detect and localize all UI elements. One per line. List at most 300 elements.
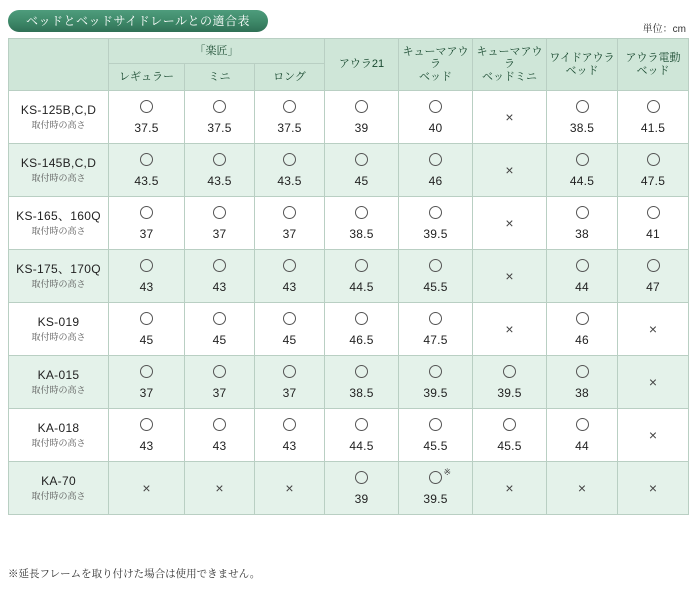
model-name: KA-70 [41,474,76,489]
table-cell [618,91,689,144]
cell-content [185,409,254,461]
table-cell [399,250,473,303]
cross-ng-icon: × [505,321,514,337]
circle-mark-wrapper [503,418,516,435]
circle-ok-icon [429,206,442,219]
circle-mark-wrapper [576,365,589,382]
cell-content [109,197,184,249]
cell-content [255,144,324,196]
circle-ok-icon [140,418,153,431]
cell-content [399,91,472,143]
cell-content [399,197,472,249]
cell-content [547,91,617,143]
circle-ok-icon [503,365,516,378]
circle-ok-icon [355,153,368,166]
circle-mark-wrapper [283,153,296,170]
cell-content [547,197,617,249]
table-row [9,250,689,303]
header-col-mini: ミニ [185,64,255,91]
cell-content [399,303,472,355]
circle-ok-icon [576,100,589,113]
header-col-aura21: アウラ21 [325,39,399,91]
circle-mark-wrapper [576,259,589,276]
mounted-height-label: 取付時の高さ [31,490,86,501]
circle-mark-wrapper [576,100,589,117]
cell-content [325,462,398,514]
cell-content [185,197,254,249]
table-cell [547,303,618,356]
table-cell [325,356,399,409]
table-cell [618,356,689,409]
circle-ok-icon [140,206,153,219]
header-col-aura-electric-bed-line1: アウラ電動 [625,51,681,64]
header-col-wide-aura-bed-line1: ワイドアウラ [549,51,615,64]
height-value: 39.5 [423,386,448,400]
circle-ok-icon [213,153,226,166]
circle-mark-wrapper [213,312,226,329]
cell-content [399,250,472,302]
circle-ok-icon [213,418,226,431]
cell-content [473,409,546,461]
model-name: KS-165、160Q [16,209,101,224]
height-value: 37 [212,227,227,241]
cell-content [618,144,688,196]
circle-ok-icon [576,259,589,272]
table-cell [399,462,473,515]
circle-mark-wrapper [140,100,153,117]
table-header [9,39,689,91]
cell-content [255,462,324,514]
height-value: 45 [354,174,369,188]
header-col-kuma-aura-bed-mini-line1: キューマアウラ [476,45,543,71]
row-header-model [9,356,109,409]
unit-note: 単位：cm [642,24,686,35]
circle-ok-icon [355,206,368,219]
height-value: 44.5 [569,174,595,188]
circle-ok-icon [140,259,153,272]
table-cell [473,250,547,303]
circle-ok-icon [283,365,296,378]
table-cell [399,303,473,356]
cell-content [325,409,398,461]
page-title: ベッドとベッドサイドレールとの適合表 [8,10,268,32]
circle-mark-wrapper [355,206,368,223]
circle-mark-wrapper [576,312,589,329]
cell-content [325,197,398,249]
cell-content [185,303,254,355]
cell-content [325,303,398,355]
circle-mark-wrapper [429,467,451,488]
cell-content [185,356,254,408]
height-value: 47.5 [423,333,448,347]
header-row-groups [9,39,689,64]
circle-mark-wrapper [429,312,442,329]
circle-ok-icon [647,206,660,219]
table-cell [109,462,185,515]
mounted-height-label: 取付時の高さ [31,331,86,342]
cross-ng-icon: × [142,480,151,496]
table-cell [618,250,689,303]
table-container [8,38,688,515]
table-cell [325,409,399,462]
height-value: 43.5 [277,174,302,188]
circle-ok-icon [140,153,153,166]
table-cell [547,144,618,197]
cell-content [399,144,472,196]
circle-ok-icon [355,100,368,113]
height-value: 43.5 [134,174,159,188]
circle-mark-wrapper [283,312,296,329]
circle-mark-wrapper [647,100,660,117]
height-value: 45 [139,333,154,347]
cell-content [547,356,617,408]
header-col-long: ロング [255,64,325,91]
circle-mark-wrapper [283,259,296,276]
table-row [9,197,689,250]
height-value: 37 [282,227,297,241]
circle-ok-icon [576,418,589,431]
header-col-aura-electric-bed [618,39,689,91]
cell-content [325,144,398,196]
height-value: 45.5 [423,439,448,453]
table-cell [399,356,473,409]
table-cell [618,197,689,250]
cell-content [618,91,688,143]
height-value: 43 [282,280,297,294]
circle-mark-wrapper [283,206,296,223]
circle-ok-icon [429,100,442,113]
cell-content [473,91,546,143]
height-value: 45.5 [423,280,448,294]
cross-ng-icon: × [505,162,514,178]
circle-mark-wrapper [213,259,226,276]
circle-ok-icon [355,471,368,484]
circle-mark-wrapper [213,100,226,117]
table-cell [547,197,618,250]
circle-ok-icon [647,153,660,166]
circle-mark-wrapper [647,259,660,276]
row-header-model [9,144,109,197]
table-cell [399,409,473,462]
circle-ok-icon [355,365,368,378]
circle-mark-wrapper [355,471,368,488]
cell-content [547,144,617,196]
cell-content [255,91,324,143]
height-value: 39 [354,492,369,506]
header-col-kuma-aura-bed-line1: キューマアウラ [402,45,469,71]
table-cell [185,144,255,197]
table-cell [399,144,473,197]
header-col-kuma-aura-bed [399,39,473,91]
circle-mark-wrapper [576,153,589,170]
table-cell [325,197,399,250]
table-cell [185,409,255,462]
circle-ok-icon [429,259,442,272]
table-cell [399,91,473,144]
table-cell [109,409,185,462]
table-cell [109,197,185,250]
cell-content [547,250,617,302]
circle-mark-wrapper [213,153,226,170]
height-value: 37 [139,386,154,400]
cross-ng-icon: × [505,480,514,496]
table-row [9,356,689,409]
cell-content [473,462,546,514]
table-cell [255,250,325,303]
table-cell [547,409,618,462]
height-value: 44.5 [349,439,374,453]
circle-ok-icon [576,206,589,219]
table-cell [325,144,399,197]
table-row [9,303,689,356]
table-row [9,91,689,144]
row-header-model [9,303,109,356]
circle-mark-wrapper [283,365,296,382]
height-value: 43 [212,439,227,453]
table-cell [255,462,325,515]
table-cell [618,303,689,356]
cell-content [473,197,546,249]
circle-mark-wrapper [429,153,442,170]
circle-ok-icon [213,365,226,378]
circle-mark-wrapper [213,365,226,382]
model-name: KA-015 [37,368,80,383]
circle-ok-icon [503,418,516,431]
cross-ng-icon: × [215,480,224,496]
row-header-model [9,409,109,462]
cell-content [325,91,398,143]
height-value: 41 [646,227,660,241]
circle-ok-icon [213,100,226,113]
circle-ok-icon [429,365,442,378]
cross-ng-icon: × [505,215,514,231]
model-name: KS-175、170Q [16,262,101,277]
circle-mark-wrapper [140,365,153,382]
table-cell [547,91,618,144]
cell-content [473,356,546,408]
circle-ok-icon [355,312,368,325]
circle-ok-icon [429,312,442,325]
table-cell [185,303,255,356]
cell-content [109,303,184,355]
cross-ng-icon: × [648,480,658,496]
circle-ok-icon [213,312,226,325]
table-cell [185,356,255,409]
circle-mark-wrapper [429,418,442,435]
model-name: KS-125B,C,D [20,103,97,118]
circle-mark-wrapper [140,206,153,223]
table-row [9,144,689,197]
height-value: 44 [575,439,589,453]
circle-ok-icon [355,418,368,431]
height-value: 37.5 [277,121,302,135]
circle-ok-icon [576,365,589,378]
header-group-rakusho: 「楽匠」 [109,39,325,64]
height-value: 37 [139,227,154,241]
row-header-model [9,197,109,250]
cross-ng-icon: × [648,374,658,390]
table-cell [325,91,399,144]
height-value: 37.5 [134,121,159,135]
circle-ok-icon [429,471,442,484]
table-cell [473,303,547,356]
table-cell [473,91,547,144]
circle-mark-wrapper [355,100,368,117]
table-cell [547,356,618,409]
height-value: 46 [575,333,589,347]
table-cell [109,91,185,144]
height-value: 39.5 [497,386,522,400]
compatibility-table [8,38,689,515]
circle-ok-icon [283,418,296,431]
mounted-height-label: 取付時の高さ [31,225,86,236]
circle-ok-icon [283,153,296,166]
table-cell [547,462,618,515]
cell-content [109,409,184,461]
cell-content [109,144,184,196]
circle-ok-icon [140,365,153,378]
cell-content [185,250,254,302]
circle-ok-icon [140,100,153,113]
circle-mark-wrapper [140,418,153,435]
cell-content [185,144,254,196]
table-cell [325,303,399,356]
circle-mark-wrapper [140,153,153,170]
row-header-model [9,250,109,303]
cross-ng-icon: × [285,480,294,496]
circle-ok-icon [647,259,660,272]
model-name: KS-145B,C,D [20,156,97,171]
height-value: 43.5 [207,174,232,188]
table-cell [185,250,255,303]
table-cell [473,356,547,409]
asterisk-icon: ※ [443,467,451,477]
circle-ok-icon [140,312,153,325]
circle-ok-icon [429,153,442,166]
circle-mark-wrapper [355,418,368,435]
header-col-wide-aura-bed-line2: ベッド [565,64,599,77]
header-col-kuma-aura-bed-line2: ベッド [419,70,452,83]
height-value: 46 [428,174,443,188]
cell-content [618,250,688,302]
cell-content [618,303,688,355]
table-cell [473,144,547,197]
height-value: 44.5 [349,280,374,294]
model-name: KA-018 [37,421,80,436]
cell-content [109,462,184,514]
cell-content [473,303,546,355]
height-value: 37 [282,386,297,400]
mounted-height-label: 取付時の高さ [31,437,86,448]
header-corner [9,39,109,91]
cross-ng-icon: × [577,480,587,496]
height-value: 47 [646,280,660,294]
height-value: 39.5 [423,492,448,506]
circle-mark-wrapper [355,153,368,170]
table-cell [185,462,255,515]
table-cell [109,144,185,197]
circle-mark-wrapper [429,365,442,382]
table-cell [325,462,399,515]
header-col-regular: レギュラー [109,64,185,91]
circle-ok-icon [576,153,589,166]
cell-content [618,462,688,514]
circle-mark-wrapper [576,206,589,223]
circle-ok-icon [647,100,660,113]
table-cell [618,409,689,462]
circle-ok-icon [213,206,226,219]
table-cell [473,197,547,250]
height-value: 38 [575,227,589,241]
circle-mark-wrapper [429,100,442,117]
circle-mark-wrapper [140,312,153,329]
circle-mark-wrapper [355,259,368,276]
cell-content [325,250,398,302]
table-cell [325,250,399,303]
circle-mark-wrapper [283,100,296,117]
table-cell [255,91,325,144]
circle-ok-icon [283,259,296,272]
footnote: ※延長フレームを取り付けた場合は使用できません。 [8,568,261,580]
circle-mark-wrapper [355,312,368,329]
circle-ok-icon [213,259,226,272]
circle-mark-wrapper [213,206,226,223]
table-cell [255,303,325,356]
height-value: 43 [282,439,297,453]
table-row [9,409,689,462]
cell-content [109,250,184,302]
table-cell [255,409,325,462]
height-value: 45.5 [497,439,522,453]
cell-content [547,462,617,514]
table-cell [109,303,185,356]
circle-mark-wrapper [576,418,589,435]
cell-content [109,91,184,143]
circle-mark-wrapper [355,365,368,382]
table-cell [109,250,185,303]
circle-mark-wrapper [429,206,442,223]
row-header-model [9,462,109,515]
circle-mark-wrapper [647,206,660,223]
cell-content [618,356,688,408]
mounted-height-label: 取付時の高さ [31,172,86,183]
cell-content [618,197,688,249]
height-value: 43 [139,439,154,453]
height-value: 43 [212,280,227,294]
mounted-height-label: 取付時の高さ [31,119,86,130]
height-value: 38.5 [349,386,374,400]
height-value: 39 [354,121,369,135]
cell-content [399,462,472,514]
circle-ok-icon [576,312,589,325]
mounted-height-label: 取付時の高さ [31,384,86,395]
cell-content [547,303,617,355]
circle-mark-wrapper [429,259,442,276]
height-value: 38.5 [349,227,374,241]
cell-content [255,303,324,355]
height-value: 44 [575,280,589,294]
cell-content [255,250,324,302]
circle-ok-icon [429,418,442,431]
table-row [9,462,689,515]
height-value: 45 [212,333,227,347]
height-value: 41.5 [640,121,666,135]
cell-content [109,356,184,408]
header-col-kuma-aura-bed-mini-line2: ベッドミニ [482,70,537,83]
table-cell [473,409,547,462]
height-value: 38 [575,386,589,400]
cross-ng-icon: × [505,109,514,125]
